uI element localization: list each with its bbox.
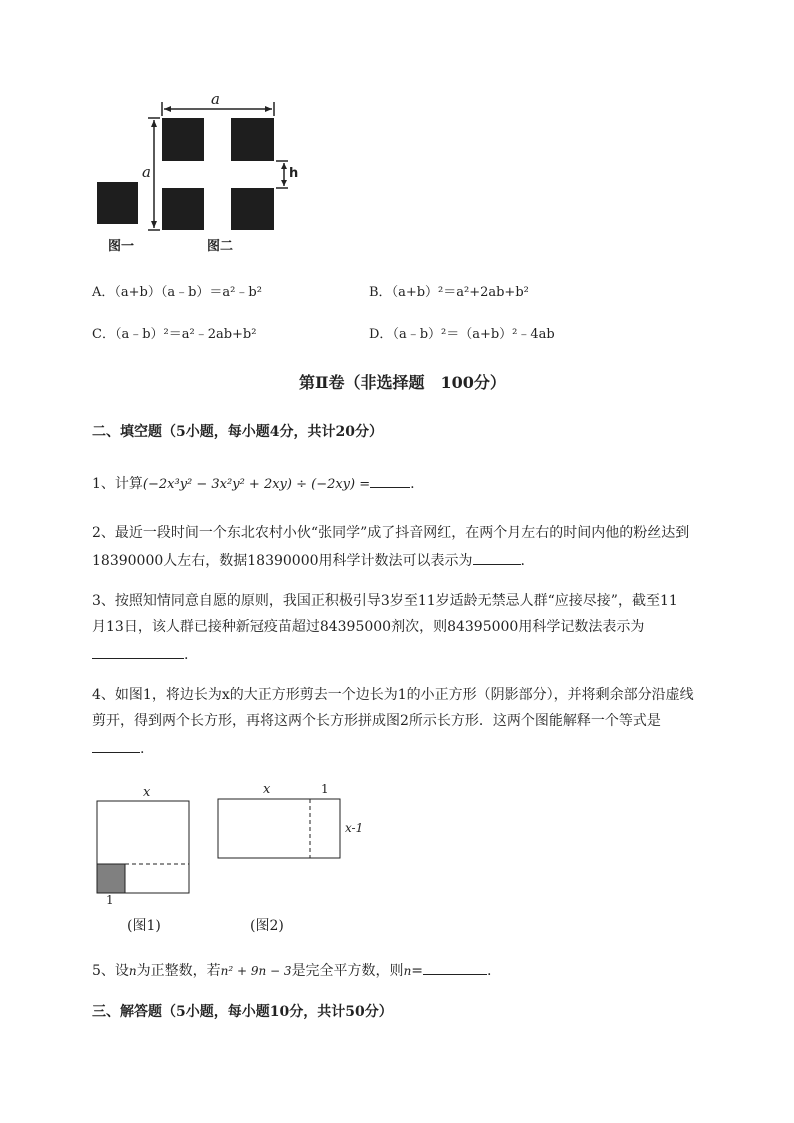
q1-end: .	[410, 476, 415, 492]
question-4-line-2: 剪开，得到两个长方形，再将这两个长方形拼成图2所示长方形．这两个图能解释一个等式是	[92, 713, 661, 729]
q3-end: .	[184, 647, 189, 663]
option-c-expr: （a﹣b）²＝a²﹣2ab+b²	[114, 327, 257, 342]
option-a-expr: （a+b）（a﹣b）＝a²﹣b²	[114, 285, 262, 300]
caption-figure-two: 图二	[207, 239, 234, 254]
question-1	[92, 473, 415, 495]
question-3-line-1: 3、按照知情同意自愿的原则，我国正积极引导3岁至11岁适龄无禁忌人群“应接尽接”，截至11	[92, 593, 678, 609]
q3-answer-blank[interactable]	[92, 644, 184, 659]
question-4-line-1: 4、如图1，将边长为x的大正方形剪去一个边长为1的小正方形（阴影部分），并将剩余部分沿虚线	[92, 687, 694, 703]
question-4-line-3	[92, 738, 144, 759]
fill-in-heading: 二、填空题（5小题，每小题4分，共计20分）	[92, 424, 383, 440]
option-b-label: B．	[369, 285, 392, 300]
q4-answer-blank[interactable]	[92, 738, 140, 753]
caption-figure-one: 图一	[108, 239, 135, 254]
option-d-label: D．	[369, 327, 393, 342]
option-c-label: C．	[92, 327, 115, 342]
fig2-caption: (图2)	[250, 918, 284, 934]
question-2-line-2	[92, 550, 525, 571]
q5-n: n	[128, 964, 137, 978]
fig2-rectangle	[218, 799, 340, 858]
top-figure	[90, 90, 310, 261]
q5-mid2: 是完全平方数，则	[291, 963, 404, 979]
q5-answer-blank[interactable]	[423, 960, 487, 975]
fig1-shaded-square	[97, 864, 125, 893]
option-d	[369, 325, 555, 345]
q4-figures	[90, 784, 390, 939]
q2-answer-blank[interactable]	[473, 550, 521, 565]
q1-expression: (−2x³y² − 3x²y² + 2xy) ÷ (−2xy) =	[142, 477, 371, 492]
q4-end: .	[140, 741, 145, 757]
fig1-label-one: 1	[106, 893, 114, 907]
fig2-label-one: 1	[321, 782, 329, 796]
question-2-line-1: 2、最近一段时间一个东北农村小伙“张同学”成了抖音网红，在两个月左右的时间内他的粉丝达到	[92, 525, 690, 541]
q2-line2-text: 18390000人左右，数据18390000用科学计数法可以表示为	[92, 553, 473, 569]
q5-n2: n	[403, 964, 412, 978]
q2-end: .	[520, 553, 525, 569]
q1-answer-blank[interactable]	[370, 473, 410, 488]
label-h: h	[289, 166, 299, 181]
label-a-top: a	[211, 90, 220, 108]
question-5	[92, 960, 491, 981]
q5-expression: n² + 9n − 3	[220, 964, 292, 978]
fig2-label-x: x	[263, 782, 271, 797]
q5-prefix: 5、设	[92, 963, 129, 979]
option-c	[92, 325, 256, 345]
option-a	[92, 283, 262, 303]
option-b	[369, 283, 529, 303]
question-3-line-3	[92, 644, 188, 665]
figure-one-square	[97, 182, 138, 224]
q5-end: .	[487, 963, 492, 979]
figure-two-horizontal-strip	[162, 161, 274, 188]
option-b-expr: （a+b）²＝a²+2ab+b²	[391, 285, 529, 300]
q5-mid1: 为正整数，若	[136, 963, 221, 979]
option-d-expr: （a﹣b）²＝（a+b）²﹣4ab	[392, 327, 555, 342]
option-a-label: A．	[92, 285, 115, 300]
fig2-label-side: x-1	[345, 821, 364, 835]
q5-eq: =	[411, 963, 424, 979]
solve-heading: 三、解答题（5小题，每小题10分，共计50分）	[92, 1004, 393, 1020]
label-a-left: a	[142, 163, 151, 181]
fig1-label-x: x	[143, 785, 151, 800]
question-3-line-2: 月13日，该人群已接种新冠疫苗超过84395000剂次，则84395000用科学记数法表示为	[92, 619, 645, 635]
section2-title: 第Ⅱ卷（非选择题 100分）	[299, 373, 506, 392]
q1-prefix: 1、计算	[92, 476, 143, 492]
fig1-caption: (图1)	[127, 918, 161, 934]
